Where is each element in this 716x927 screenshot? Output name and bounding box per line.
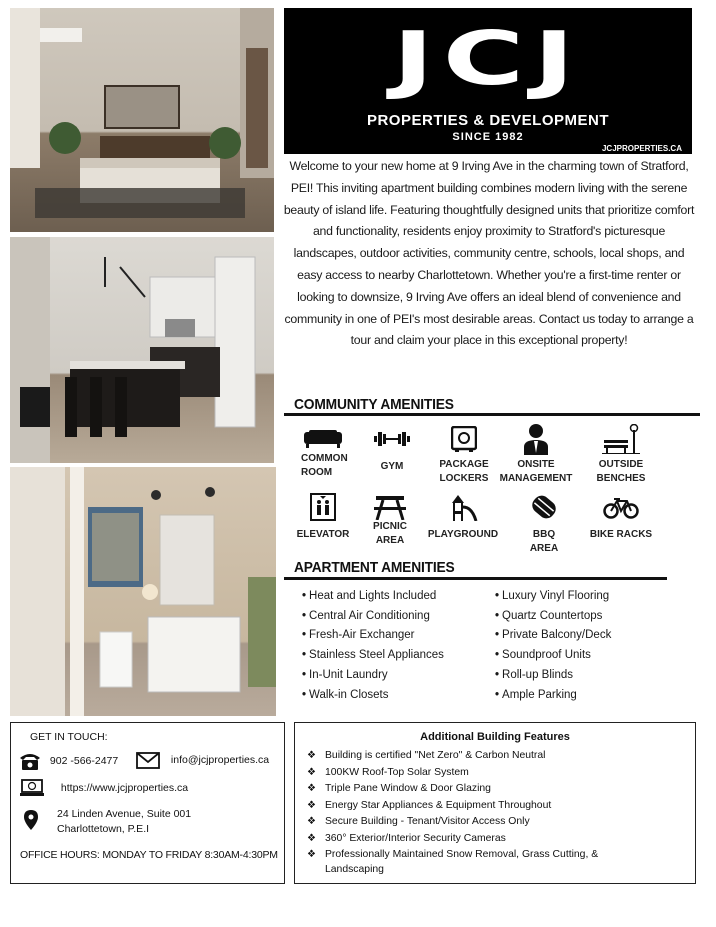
amenity-label: ELEVATOR	[296, 529, 350, 540]
apartment-amenities-left	[302, 587, 444, 706]
picnic-table-icon	[374, 494, 406, 520]
logo-tagline: PROPERTIES & DEVELOPMENT	[366, 112, 610, 129]
amenity-label: PICNIC AREA	[373, 521, 407, 546]
sofa-icon	[304, 430, 342, 448]
amenity-label: BIKE RACKS	[589, 529, 653, 540]
features-list	[307, 748, 625, 877]
list-item: ❖ 100KW Roof-Top Solar System	[307, 765, 625, 782]
logo-letters: JCJ	[392, 16, 584, 102]
kitchen-photo	[10, 237, 274, 463]
contact-title: GET IN TOUCH:	[30, 731, 108, 743]
amenity-playground	[424, 490, 502, 542]
intro-paragraph: Welcome to your new home at 9 Irving Ave in the charming town of Stratford, PEI! This inviting apartment building combines modern living with the serene beauty of island life. Featuring thoughtfully designed units that prioritize comfort and functionality, residents enjoy proximity to Stratford's picturesque landscapes, outdoor activities, community centre, schools, local shops, and easy access to nearby Charlottetown. Whether you're a first-time renter or looking to downsize, 9 Irving Ave offers an ideal blend of convenience and community in one of PEI's most desirable areas. Contact us today to arrange a tour and claim your place in this exceptional property!	[283, 159, 695, 348]
dumbbell-icon	[374, 431, 410, 447]
map-pin-icon	[24, 810, 38, 830]
list-item: ❖ Building is certified "Net Zero" & Carbon Neutral	[307, 748, 625, 765]
list-item: • Walk-in Closets	[302, 686, 444, 706]
amenity-label: ONSITE MANAGEMENT	[499, 459, 573, 484]
address-line-2: Charlottetown, P.E.I	[57, 823, 150, 835]
list-item: • Heat and Lights Included	[302, 587, 444, 607]
diamond-bullet-icon: ❖	[307, 832, 316, 844]
amenity-package-lockers	[425, 422, 503, 486]
amenity-outside-benches	[582, 422, 660, 486]
amenity-label: GYM	[380, 461, 404, 472]
company-logo	[284, 8, 692, 154]
list-item: • Stainless Steel Appliances	[302, 646, 444, 666]
apartment-amenities-right	[495, 587, 611, 706]
email-address[interactable]: info@jcjproperties.ca	[170, 754, 270, 767]
list-item: ❖ Triple Pane Window & Door Glazing	[307, 781, 625, 798]
list-item: • Soundproof Units	[495, 646, 611, 666]
list-item: • Central Air Conditioning	[302, 607, 444, 627]
additional-features-box	[294, 722, 696, 884]
logo-since: SINCE 1982	[452, 131, 524, 143]
diamond-bullet-icon: ❖	[307, 849, 316, 860]
website-link[interactable]: https://www.jcjproperties.ca	[60, 781, 189, 794]
bench-icon	[602, 424, 640, 454]
envelope-icon	[136, 752, 160, 769]
features-title: Additional Building Features	[420, 731, 570, 743]
telephone-icon	[19, 752, 41, 770]
address-row	[24, 807, 191, 837]
diamond-bullet-icon: ❖	[307, 750, 316, 761]
list-item: • Roll-up Blinds	[495, 666, 611, 686]
list-item: ❖ 360° Exterior/Interior Security Cameras	[307, 831, 625, 848]
playground-icon	[448, 493, 478, 521]
amenity-bike-racks	[582, 490, 660, 542]
email-row	[136, 752, 269, 769]
computer-icon	[20, 779, 44, 797]
community-amenities-title: COMMUNITY AMENITIES	[294, 396, 454, 413]
office-hours: OFFICE HOURS: MONDAY TO FRIDAY 8:30AM-4:30PM	[20, 849, 278, 861]
list-item: • Quartz Countertops	[495, 607, 611, 627]
logo-website: JCJPROPERTIES.CA	[601, 144, 682, 153]
amenity-gym	[353, 422, 431, 474]
kitchen-scene	[10, 237, 274, 463]
list-item: • Private Balcony/Deck	[495, 626, 611, 646]
list-item: • Fresh-Air Exchanger	[302, 626, 444, 646]
amenity-bbq-area	[505, 490, 583, 556]
diamond-bullet-icon: ❖	[307, 816, 316, 827]
bathroom-photo	[10, 467, 276, 716]
amenity-label: PACKAGE LOCKERS	[439, 459, 489, 484]
amenity-label: BBQ AREA	[529, 529, 559, 554]
phone-number[interactable]: 902 -566-2477	[49, 754, 119, 767]
list-item: ❖ Secure Building - Tenant/Visitor Access Only	[307, 814, 625, 831]
bathroom-scene	[10, 467, 276, 716]
amenity-onsite-management	[497, 422, 575, 486]
bicycle-icon	[603, 495, 639, 519]
elevator-icon	[310, 493, 336, 521]
apartment-amenities-title: APARTMENT AMENITIES	[294, 559, 455, 576]
safe-icon	[451, 426, 477, 452]
amenity-label: COMMON ROOM	[301, 453, 348, 478]
contact-box	[10, 722, 285, 884]
list-item: ❖ Professionally Maintained Snow Removal, Grass Cutting, & Landscaping	[307, 849, 599, 875]
amenity-picnic-area	[351, 490, 429, 548]
list-item: • Luxury Vinyl Flooring	[495, 587, 611, 607]
diamond-bullet-icon: ❖	[307, 799, 316, 811]
phone-row	[19, 752, 118, 770]
community-divider	[284, 413, 700, 416]
manager-icon	[523, 423, 549, 455]
address-line-1: 24 Linden Avenue, Suite 001	[57, 808, 192, 820]
diamond-bullet-icon: ❖	[307, 766, 316, 778]
list-item: • In-Unit Laundry	[302, 666, 444, 686]
apartment-divider	[284, 577, 667, 580]
amenity-label: OUTSIDE BENCHES	[596, 459, 646, 484]
list-item: ❖ Energy Star Appliances & Equipment Throughout	[307, 798, 625, 815]
website-row	[20, 779, 188, 797]
amenity-label: PLAYGROUND	[427, 529, 499, 540]
list-item: • Ample Parking	[495, 686, 611, 706]
diamond-bullet-icon: ❖	[307, 783, 316, 794]
bbq-icon	[530, 493, 558, 521]
amenity-common-room	[284, 422, 362, 480]
